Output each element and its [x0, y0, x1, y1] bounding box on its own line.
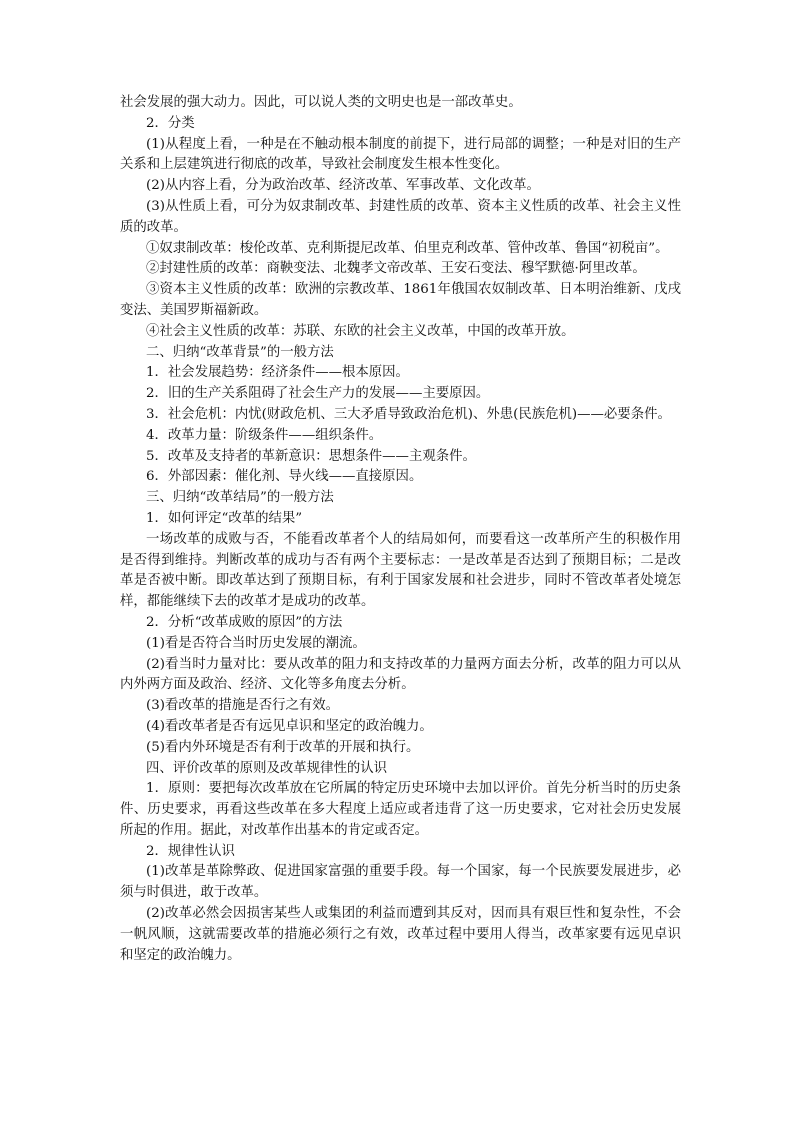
paragraph: 二、归纳“改革背景”的一般方法: [146, 344, 334, 360]
paragraph: 社会发展的强大动力。因此，可以说人类的文明史也是一部改革史。: [120, 95, 522, 110]
paragraph: (2)从内容上看，分为政治改革、经济改革、军事改革、文化改革。: [146, 178, 540, 194]
paragraph: (1)看是否符合当时历史发展的潮流。: [146, 635, 366, 651]
paragraph: 四、评价改革的原则及改革规律性的认识: [146, 760, 388, 776]
paragraph: (2)改革必然会因损害某些人或集团的利益而遭到其反对，因而具有艰巨性和复杂性，不会一帆风顺，这就需要改革的措施必须行之有效，改革过程中要用人得当，改革家要有远见卓识和坚定的政治魄力。: [120, 906, 681, 963]
paragraph: 三、归纳“改革结局”的一般方法: [146, 490, 334, 506]
paragraph: 1．社会发展趋势：经济条件——根本原因。: [146, 365, 409, 381]
paragraph: (2)看当时力量对比：要从改革的阻力和支持改革的力量两方面去分析，改革的阻力可以从内外两方面及政治、经济、文化等多角度去分析。: [120, 656, 681, 693]
paragraph: 3．社会危机：内忧(财政危机、三大矛盾导致政治危机)、外患(民族危机)——必要条件。: [146, 406, 671, 422]
paragraph: ②封建性质的改革：商鞅变法、北魏孝文帝改革、王安石变法、穆罕默德·阿里改革。: [146, 261, 646, 277]
paragraph: (1)改革是革除弊政、促进国家富强的重要手段。每一个国家，每一个民族要发展进步，必须与时俱进，敢于改革。: [120, 864, 681, 901]
paragraph: 5．改革及支持者的革新意识：思想条件——主观条件。: [146, 448, 476, 464]
paragraph: ④社会主义性质的改革：苏联、东欧的社会主义改革，中国的改革开放。: [146, 323, 575, 339]
paragraph: ①奴隶制改革：梭伦改革、克利斯提尼改革、伯里克利改革、管仲改革、鲁国“初税亩”。: [146, 240, 669, 256]
paragraph: (3)从性质上看，可分为奴隶制改革、封建性质的改革、资本主义性质的改革、社会主义性质的改革。: [120, 198, 681, 235]
paragraph: 1．原则：要把每次改革放在它所属的特定历史环境中去加以评价。首先分析当时的历史条件、历史要求，再看这些改革在多大程度上适应或者违背了这一历史要求，它对社会历史发展所起的作用。据此，对改革作出基本的肯定或否定。: [120, 781, 681, 838]
paragraph: 2．旧的生产关系阻碍了社会生产力的发展——主要原因。: [146, 386, 490, 402]
paragraph: 一场改革的成败与否，不能看改革者个人的结局如何，而要看这一改革所产生的积极作用是否得到维持。判断改革的成功与否有两个主要标志：一是改革是否达到了预期目标；二是改革是否被中断。即改革达到了预期目标，有利于国家发展和社会进步，同时不管改革者处境怎样，都能继续下去的改革才是成功的改革。: [120, 531, 681, 610]
paragraph: (3)看改革的措施是否行之有效。: [146, 698, 340, 714]
paragraph: 1．如何评定“改革的结果”: [146, 510, 303, 526]
paragraph: 2．分析“改革成败的原因”的方法: [146, 614, 343, 630]
paragraph: 4．改革力量：阶级条件——组织条件。: [146, 427, 383, 443]
paragraph: 2．分类: [146, 115, 195, 131]
paragraph: (5)看内外环境是否有利于改革的开展和执行。: [146, 739, 420, 755]
paragraph: 2．规律性认识: [146, 843, 235, 859]
paragraph: (4)看改革者是否有远见卓识和坚定的政治魄力。: [146, 718, 433, 734]
paragraph: ③资本主义性质的改革：欧洲的宗教改革、1861年俄国农奴制改革、日本明治维新、戊戌变法、美国罗斯福新政。: [120, 282, 681, 318]
paragraph: 6．外部因素：催化剂、导火线——直接原因。: [146, 469, 423, 485]
paragraph: (1)从程度上看，一种是在不触动根本制度的前提下，进行局部的调整；一种是对旧的生产关系和上层建筑进行彻底的改革，导致社会制度发生根本性变化。: [120, 136, 681, 173]
